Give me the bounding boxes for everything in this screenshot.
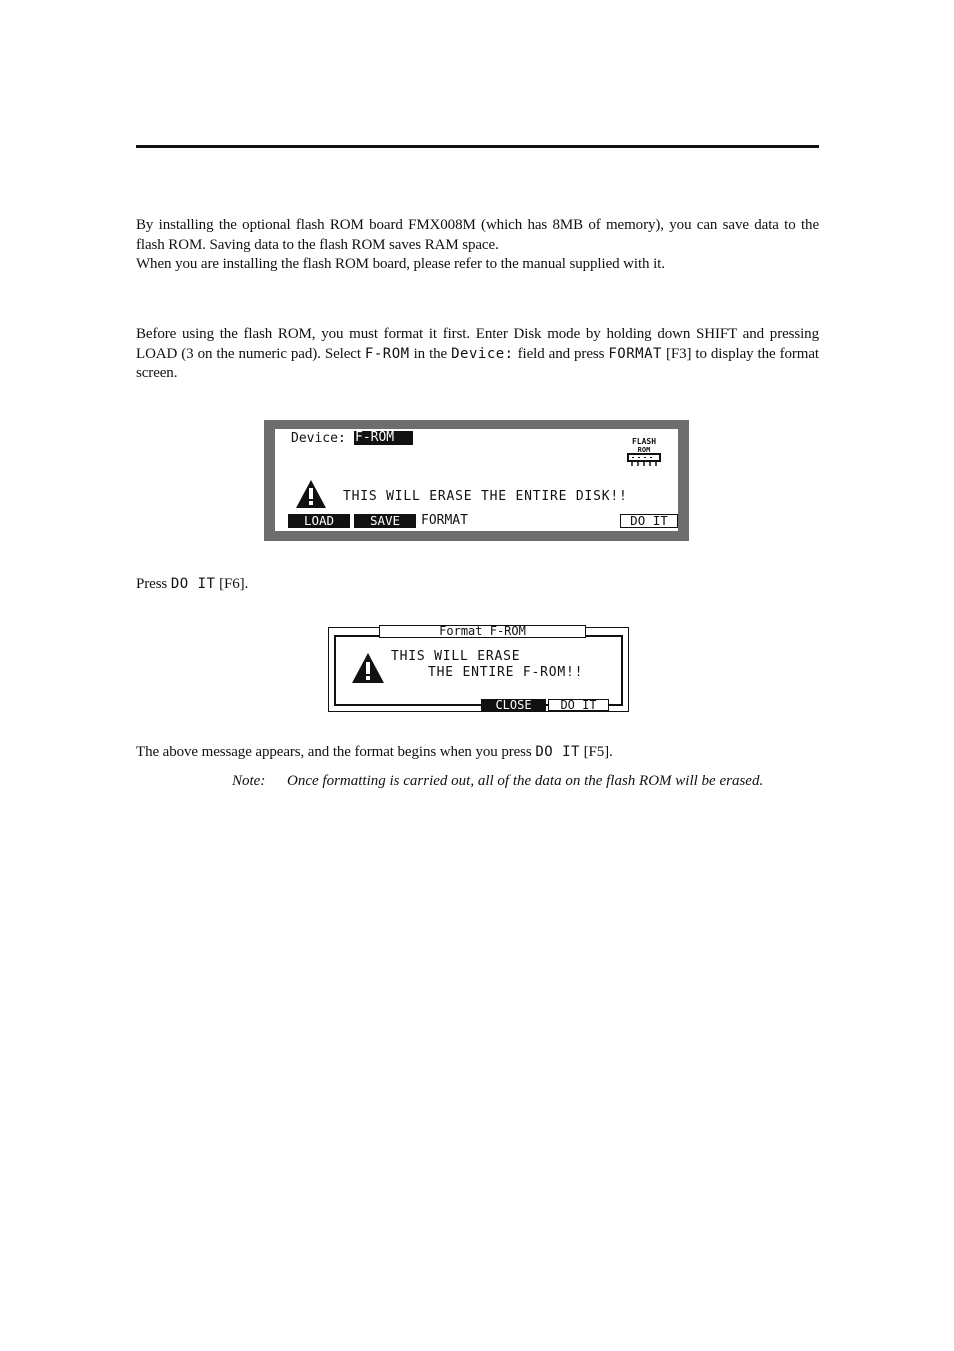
format-screen-display [275,429,678,531]
header-rule [136,145,819,148]
flash-icon-label-bottom: ROM [637,446,651,454]
intro-line-2: When you are installing the flash ROM board, please refer to the manual supplied with it. [136,256,665,272]
do-it-button[interactable]: DO IT [620,514,678,528]
flash-icon-label-top: FLASH [631,437,657,446]
tab-load[interactable]: LOAD [288,514,350,528]
dialog-warning-icon [351,652,385,684]
note-text: Once formatting is carried out, all of the data on the flash ROM will be erased. [287,773,764,789]
tab-format[interactable]: FORMAT [421,513,468,528]
after-dialog [136,743,819,763]
press-step [136,575,819,595]
flash-rom-icon [625,435,663,469]
format-instructions [136,325,819,384]
format-function-inline: FORMAT [608,345,662,362]
format-text-2: in the [409,345,452,362]
dialog-message-line2: THE ENTIRE F-ROM!! [428,665,584,680]
press-prefix: Press [136,576,171,592]
after-suffix: [F5]. [579,744,613,760]
dialog-message-line1: THIS WILL ERASE [391,649,521,664]
device-field-inline: Device: [451,345,514,362]
format-screen [264,420,689,541]
intro-line-1: By installing the optional flash ROM board FMX008M (which has 8MB of memory), you can save data to the flash ROM. Saving data to the flash ROM saves RAM space. [136,217,819,253]
press-button-name: DO IT [170,576,216,592]
device-label: Device: [291,431,346,446]
format-dialog [328,624,629,712]
warning-icon [295,479,327,509]
note-label: Note: [232,773,266,789]
dialog-title: Format F-ROM [379,625,586,638]
press-suffix: [F6]. [215,576,249,592]
after-prefix: The above message appears, and the format begins when you press [136,744,536,760]
format-text-4: [F3] to display the format screen. [136,345,819,381]
intro-paragraph [136,216,819,275]
dialog-do-it-button[interactable]: DO IT [548,699,609,711]
format-text-1: Before using the flash ROM, you must format it first. Enter Disk mode by holding down SHIFT and pressing LOAD (3 on the numeric pad). Select [136,326,819,362]
tab-save[interactable]: SAVE [354,514,416,528]
erase-warning-text: THIS WILL ERASE THE ENTIRE DISK!! [343,489,628,504]
format-text-3: field and press [513,345,609,362]
close-button[interactable]: CLOSE [481,699,546,711]
after-button-name: DO IT [535,744,580,760]
device-select[interactable]: F-ROM [354,431,413,445]
device-value-inline: F-ROM [364,345,410,362]
